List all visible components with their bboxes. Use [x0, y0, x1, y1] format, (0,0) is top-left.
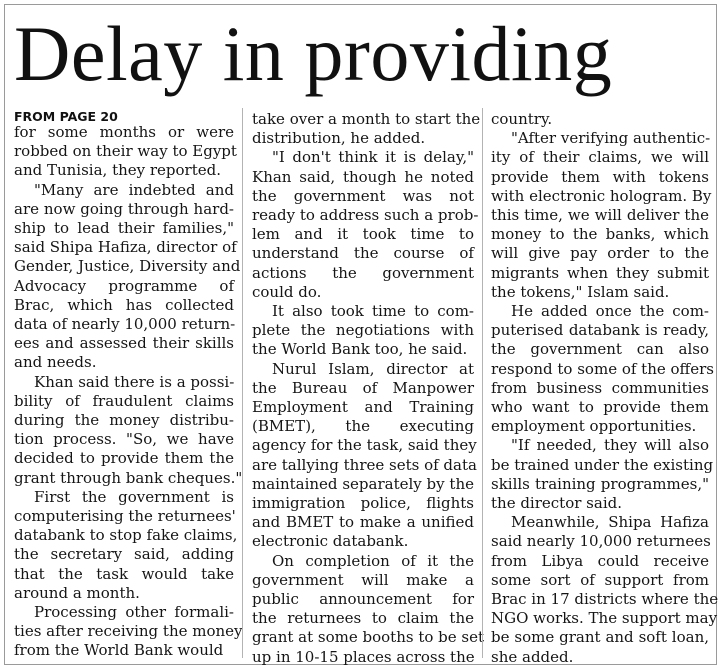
text-line: for some months or were: [14, 123, 234, 141]
text-line: are tallying three sets of data: [252, 455, 477, 474]
text-line: "If needed, they will also: [511, 436, 709, 455]
text-line: ready to address such a prob-: [252, 206, 479, 225]
text-line: Khan said, though he noted: [252, 167, 474, 186]
text-line: respond to some of the offers: [491, 359, 714, 378]
paragraph: [491, 110, 709, 129]
text-line: ees and assessed their skills: [14, 334, 234, 353]
text-line: Nurul Islam, director at: [272, 359, 474, 378]
text-line: provide them with tokens: [491, 167, 709, 186]
paragraph: [252, 551, 485, 667]
text-line: the government can also: [491, 340, 709, 359]
text-line: He added once the com-: [511, 302, 709, 321]
paragraph: [491, 436, 714, 513]
text-line: Employment and Training: [252, 398, 474, 417]
text-line: ties after receiving the money: [14, 622, 243, 641]
column-divider: [482, 108, 483, 658]
text-line: be some grant and soft loan,: [491, 628, 709, 647]
text-line: from business communities: [491, 378, 709, 397]
text-line: that the task would take: [14, 564, 234, 583]
text-line: and needs.: [14, 353, 97, 372]
paragraph: [252, 359, 477, 552]
text-line: lem and it took time to: [252, 225, 474, 244]
paragraph: [491, 129, 712, 302]
text-line: bility of fraudulent claims: [14, 391, 234, 410]
text-line: understand the course of: [252, 244, 474, 263]
text-line: around a month.: [14, 583, 140, 602]
text-line: grant at some booths to be set: [252, 628, 485, 647]
text-line: from the World Bank would: [14, 641, 224, 660]
paragraph: [252, 148, 479, 302]
text-line: some sort of support from: [491, 570, 709, 589]
paragraph: [491, 513, 719, 667]
text-line: said nearly 10,000 returnees: [491, 532, 711, 551]
text-line: Meanwhile, Shipa Hafiza: [511, 513, 709, 532]
text-line: be trained under the existing: [491, 455, 714, 474]
text-line: "After verifying authentic-: [511, 129, 711, 148]
text-line: On completion of it the: [272, 551, 474, 570]
text-line: plete the negotiations with: [252, 321, 474, 340]
text-line: the secretary said, adding: [14, 545, 234, 564]
text-line: the World Bank too, he said.: [252, 340, 468, 359]
text-line: decided to provide them the: [14, 449, 234, 468]
text-line: distribution, he added.: [252, 129, 426, 148]
text-line: NGO works. The support may: [491, 609, 718, 628]
paragraph: [14, 487, 238, 603]
text-line: Gender, Justice, Diversity and: [14, 257, 241, 276]
paragraph: [14, 123, 237, 181]
text-line: (BMET), the executing: [252, 417, 474, 436]
text-line: could do.: [252, 282, 322, 301]
text-line: data of nearly 10,000 return-: [14, 315, 236, 334]
text-line: First the government is: [34, 487, 234, 506]
text-line: who want to provide them: [491, 398, 709, 417]
text-line: Advocacy programme of: [14, 276, 234, 295]
column-divider: [242, 108, 243, 658]
text-line: the tokens," Islam said.: [491, 282, 670, 301]
text-line: tion process. "So, we have: [14, 430, 234, 449]
text-line: Brac in 17 districts where the: [491, 590, 719, 609]
column-3: [491, 110, 719, 667]
paragraph: [14, 180, 241, 373]
text-line: the Bureau of Manpower: [252, 378, 474, 397]
text-line: electronic databank.: [252, 532, 409, 551]
column-2: [252, 110, 485, 667]
paragraph: [252, 302, 474, 360]
text-line: this time, we will deliver the: [491, 206, 709, 225]
text-line: puterised databank is ready,: [491, 321, 709, 340]
text-line: databank to stop fake claims,: [14, 526, 238, 545]
text-line: will give pay order to the: [491, 244, 709, 263]
text-line: actions the government: [252, 263, 474, 282]
paragraph: [14, 372, 243, 488]
text-line: take over a month to start the: [252, 110, 481, 128]
text-line: during the money distribu-: [14, 411, 234, 430]
text-line: immigration police, flights: [252, 494, 474, 513]
text-line: from Libya could receive: [491, 551, 709, 570]
paragraph: [14, 603, 243, 661]
text-line: the government was not: [252, 186, 474, 205]
continuation-label: FROM PAGE 20: [14, 109, 118, 124]
text-line: are now going through hard-: [14, 199, 234, 218]
text-line: "Many are indebted and: [34, 180, 234, 199]
text-line: employment opportunities.: [491, 417, 697, 436]
text-line: ship to lead their families,": [14, 219, 234, 238]
text-line: government will make a: [252, 570, 474, 589]
text-line: robbed on their way to Egypt: [14, 142, 237, 161]
headline: Delay in providing: [14, 10, 613, 97]
text-line: agency for the task, said they: [252, 436, 477, 455]
text-line: the director said.: [491, 494, 622, 513]
text-line: up in 10-15 places across the: [252, 647, 475, 666]
text-line: migrants when they submit: [491, 263, 709, 282]
text-line: computerising the returnees': [14, 507, 236, 526]
text-line: she added.: [491, 647, 574, 666]
text-line: Khan said there is a possi-: [34, 372, 235, 391]
paragraph: [491, 302, 714, 436]
text-line: and Tunisia, they reported.: [14, 161, 222, 180]
text-line: maintained separately by the: [252, 474, 474, 493]
text-line: Brac, which has collected: [14, 295, 234, 314]
text-line: money to the banks, which: [491, 225, 709, 244]
text-line: ity of their claims, we will: [491, 148, 709, 167]
text-line: country.: [491, 110, 553, 128]
text-line: the returnees to claim the: [252, 609, 474, 628]
text-line: with electronic hologram. By: [491, 186, 712, 205]
paragraph: [252, 110, 481, 148]
text-line: "I don't think it is delay,": [272, 148, 474, 167]
text-line: said Shipa Hafiza, director of: [14, 238, 237, 257]
text-line: grant through bank cheques.": [14, 468, 243, 487]
text-line: It also took time to com-: [272, 302, 474, 321]
column-1: [14, 123, 243, 661]
text-line: Processing other formali-: [34, 603, 234, 622]
text-line: public announcement for: [252, 590, 474, 609]
text-line: and BMET to make a unified: [252, 513, 474, 532]
text-line: skills training programmes,": [491, 474, 709, 493]
